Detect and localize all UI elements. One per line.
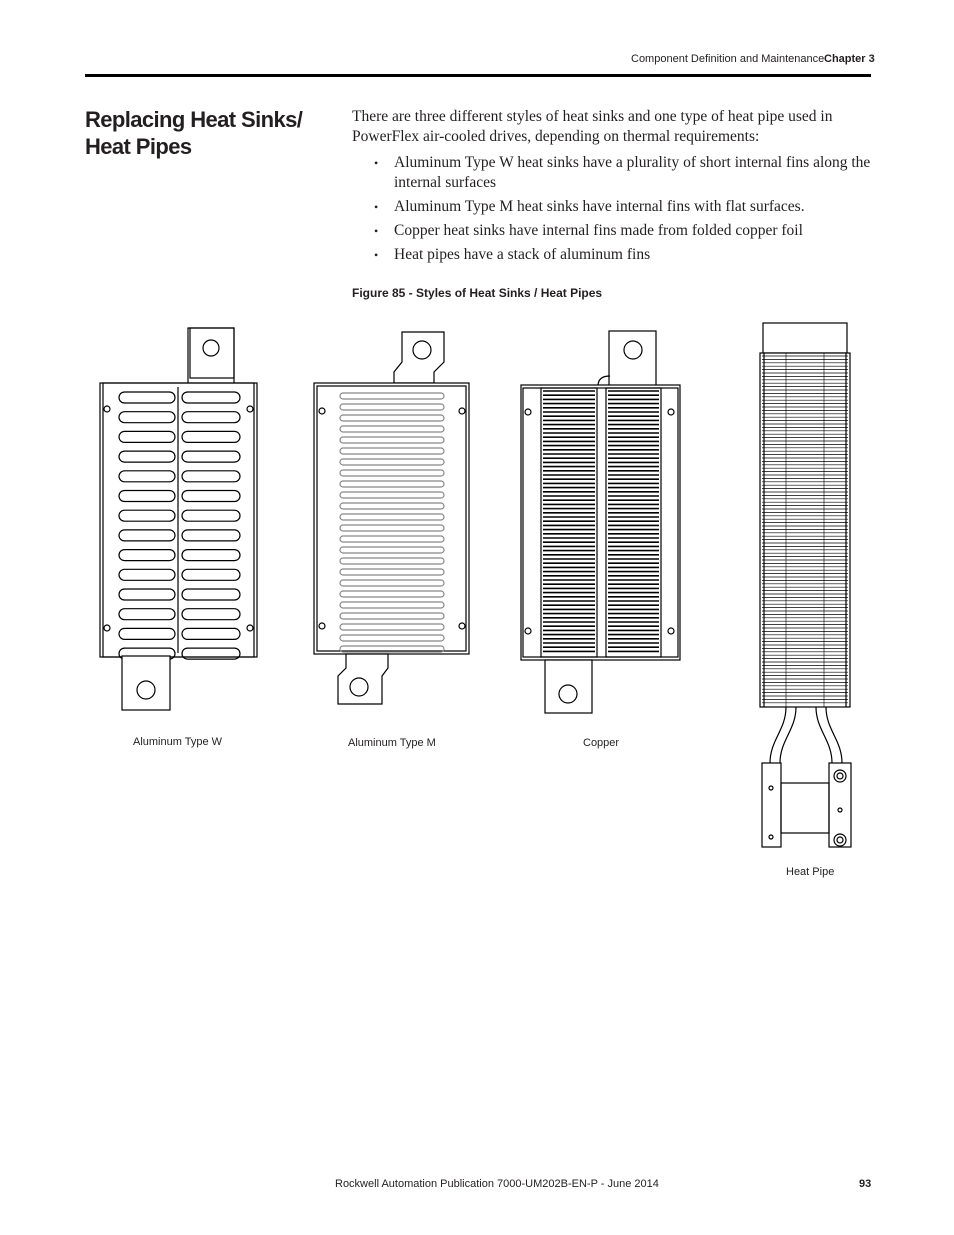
copper-drawing bbox=[521, 331, 680, 713]
aluminum-type-w-drawing bbox=[100, 328, 257, 710]
running-header-chapter: Chapter 3 bbox=[824, 53, 875, 65]
section-title-line-2: Heat Pipes bbox=[85, 134, 192, 159]
intro-paragraph: There are three different styles of heat sinks and one type of heat pipe used in PowerFlex air-cooled drives, depending on thermal requirements: bbox=[352, 108, 833, 145]
bullet-text: Copper heat sinks have internal fins made from folded copper foil bbox=[394, 222, 803, 239]
page-number: 93 bbox=[859, 1178, 872, 1190]
label-copper: Copper bbox=[583, 737, 620, 749]
bullet-marker: • bbox=[374, 156, 379, 170]
label-heat-pipe: Heat Pipe bbox=[786, 866, 835, 878]
bullet-text: Aluminum Type M heat sinks have internal fins with flat surfaces. bbox=[394, 198, 805, 215]
bullet-marker: • bbox=[374, 248, 379, 262]
section-title-line-1: Replacing Heat Sinks/ bbox=[85, 107, 303, 132]
label-aluminum-type-m: Aluminum Type M bbox=[348, 737, 436, 749]
bullet-text: Heat pipes have a stack of aluminum fins bbox=[394, 246, 651, 263]
footer-publication: Rockwell Automation Publication 7000-UM202B-EN-P - June 2014 bbox=[335, 1178, 659, 1190]
aluminum-type-m-drawing bbox=[314, 332, 469, 704]
bullet-marker: • bbox=[374, 200, 379, 214]
heat-pipe-drawing bbox=[760, 323, 851, 847]
label-aluminum-type-w: Aluminum Type W bbox=[133, 736, 223, 748]
figure-caption: Figure 85 - Styles of Heat Sinks / Heat Pipes bbox=[352, 286, 603, 300]
bullet-marker: • bbox=[374, 224, 379, 238]
bullet-text: Aluminum Type W heat sinks have a plurality of short internal fins along the internal surfaces bbox=[394, 154, 871, 191]
running-header-section: Component Definition and Maintenance bbox=[631, 53, 825, 65]
